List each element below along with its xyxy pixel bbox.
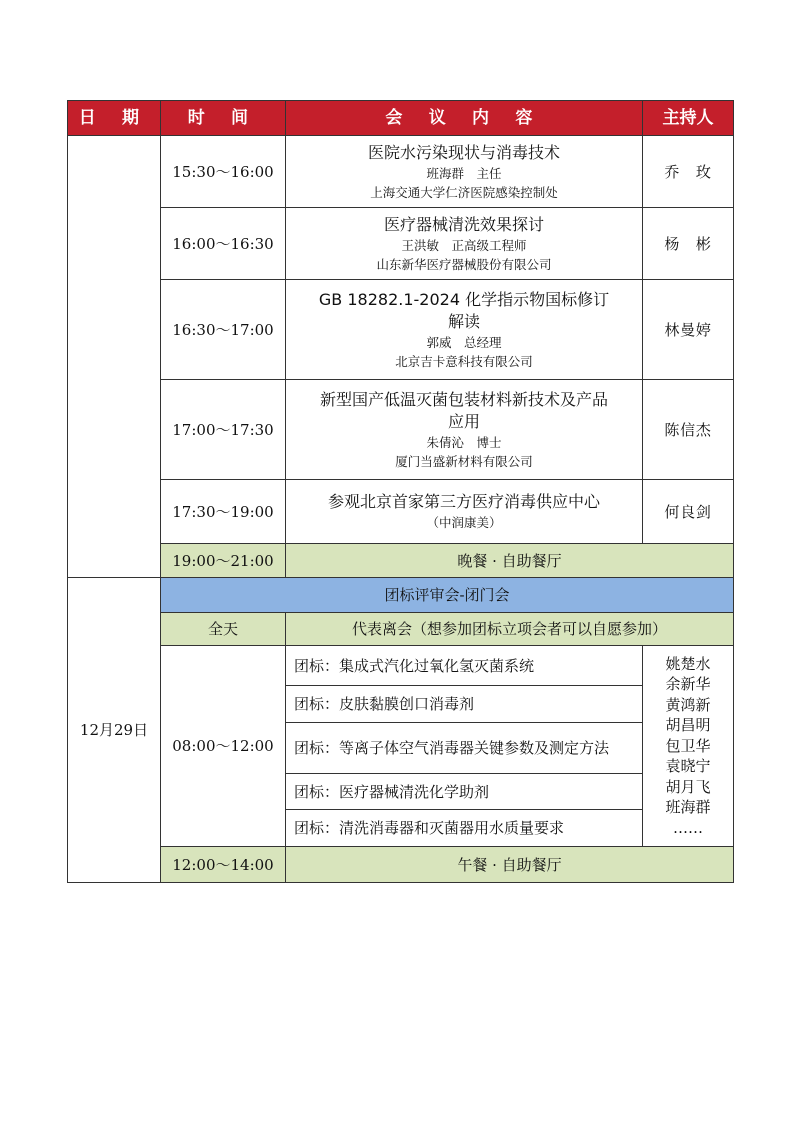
lunch-row: [68, 847, 734, 883]
closed-meeting-banner: 团标评审会-闭门会: [161, 578, 734, 613]
talk-title: 医疗器械清洗效果探讨: [383, 214, 544, 234]
host-cell: 何良剑: [643, 480, 734, 544]
header-date: 日 期: [68, 101, 161, 136]
host-name: 姚楚水: [665, 654, 711, 673]
talk-title-line2: 应用: [447, 411, 480, 431]
talk-title: 医院水污染现状与消毒技术: [367, 142, 560, 162]
content-cell: [286, 136, 643, 208]
hosts-list: [643, 654, 733, 839]
date-cell-empty: [68, 136, 161, 578]
host-cell: 陈信杰: [643, 380, 734, 480]
host-cell: 乔 玫: [643, 136, 734, 208]
date-cell: 12月29日: [68, 578, 161, 883]
dinner-row: [68, 544, 734, 578]
standard-item: 团标：清洗消毒器和灭菌器用水质量要求: [286, 810, 643, 847]
speaker: 王洪敏 正高级工程师: [401, 237, 527, 253]
organization: 北京吉卡意科技有限公司: [395, 353, 533, 369]
note: （中润康美）: [426, 515, 502, 530]
talk-title-line1: 新型国产低温灭菌包装材料新技术及产品: [319, 389, 608, 409]
hosts-cell: [643, 646, 734, 847]
host-name: 余新华: [665, 675, 711, 694]
organization: 山东新华医疗器械股份有限公司: [376, 256, 552, 272]
lunch-content: 午餐 · 自助餐厅: [286, 847, 734, 883]
host-name: 包卫华: [665, 736, 711, 755]
time-cell: 15:30～16:00: [161, 136, 286, 208]
time-cell: 17:00～17:30: [161, 380, 286, 480]
talk-title: 参观北京首家第三方医疗消毒供应中心: [327, 492, 600, 511]
table-row: [68, 136, 734, 208]
standard-item: 团标：集成式汽化过氧化氢灭菌系统: [286, 646, 643, 686]
allday-time: 全天: [161, 613, 286, 646]
standard-item: 团标：医疗器械清洗化学助剂: [286, 774, 643, 810]
header-row: [68, 101, 734, 136]
allday-row: [68, 613, 734, 646]
time-cell: 17:30～19:00: [161, 480, 286, 544]
host-name: 黄鸿新: [665, 695, 711, 714]
time-cell: 16:30～17:00: [161, 280, 286, 380]
table-row: [68, 646, 734, 686]
talk-title-line1: GB 18282.1-2024 化学指示物国标修订: [318, 289, 610, 309]
organization: 上海交通大学仁济医院感染控制处: [370, 184, 558, 200]
table-row: [68, 208, 734, 280]
time-cell: 19:00～21:00: [161, 544, 286, 578]
time-cell: 12:00～14:00: [161, 847, 286, 883]
header-content: 会 议 内 容: [286, 101, 643, 136]
speaker: 朱倩沁 博士: [426, 434, 502, 450]
speaker: 班海群 主任: [426, 165, 502, 181]
agenda-table: [67, 100, 734, 883]
time-cell: 16:00～16:30: [161, 208, 286, 280]
table-row: [68, 280, 734, 380]
content-cell: [286, 480, 643, 544]
host-name-more: ……: [673, 818, 703, 837]
speaker: 郭威 总经理: [426, 334, 502, 350]
talk-title-line2: 解读: [447, 311, 480, 331]
host-name: 胡昌明: [665, 716, 711, 735]
standard-item: 团标：等离子体空气消毒器关键参数及测定方法: [286, 723, 643, 774]
host-cell: 林曼婷: [643, 280, 734, 380]
table-row: [68, 480, 734, 544]
header-host: 主持人: [643, 101, 734, 136]
banner-row: [68, 578, 734, 613]
time-cell: 08:00～12:00: [161, 646, 286, 847]
host-name: 胡月飞: [665, 777, 711, 796]
host-name: 班海群: [665, 798, 711, 817]
allday-content: 代表离会（想参加团标立项会者可以自愿参加）: [286, 613, 734, 646]
content-cell: [286, 280, 643, 380]
standard-item: 团标：皮肤黏膜创口消毒剂: [286, 686, 643, 723]
content-cell: [286, 208, 643, 280]
header-time: 时 间: [161, 101, 286, 136]
host-name: 袁晓宁: [665, 757, 711, 776]
content-cell: [286, 380, 643, 480]
organization: 厦门当盛新材料有限公司: [395, 453, 533, 469]
dinner-content: 晚餐 · 自助餐厅: [286, 544, 734, 578]
table-row: [68, 380, 734, 480]
host-cell: 杨 彬: [643, 208, 734, 280]
